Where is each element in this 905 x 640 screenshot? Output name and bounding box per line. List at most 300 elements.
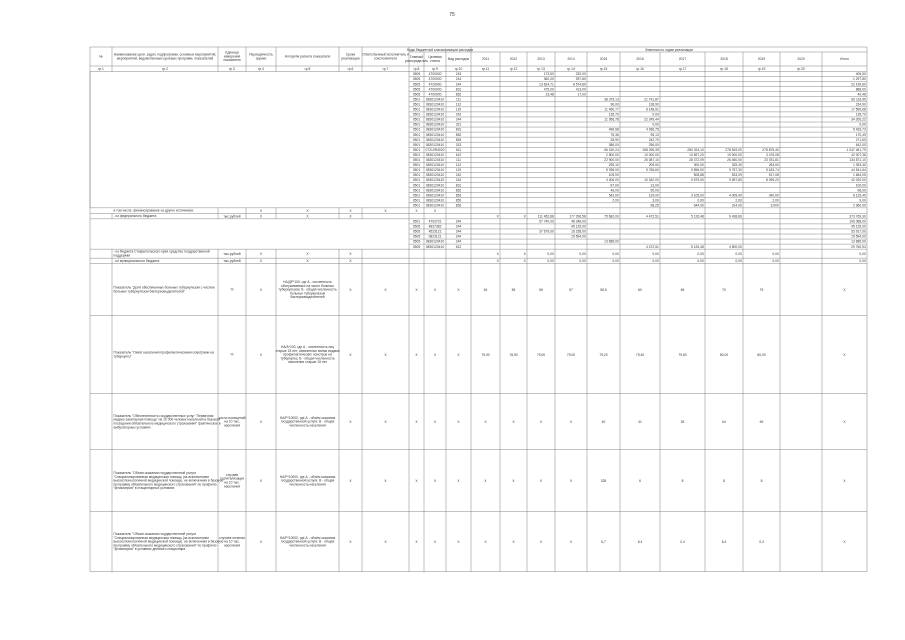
budget-vr: 244 [455,117,462,122]
indicator-value: 41 [638,419,642,424]
indicator-value: 6 [639,478,641,483]
year-value: 23 781,81 [764,158,779,163]
year-value: 2 800,00 [605,152,619,157]
year-value: 10 000,00 [644,152,659,157]
subtotal-mark: X [384,208,387,213]
budget-cs: 4700000 [428,87,442,92]
source-value: X [523,251,526,256]
year-value: 45 125,00 [571,224,586,229]
budget-gr: 0501 [412,219,421,224]
fed-value: 4 472,51 [645,214,659,219]
year-value: 3,00 [652,198,659,203]
budget-cs: 0830120410 [425,102,445,107]
header-col-terms: реализации [341,56,360,61]
year-value: 542,00 [608,193,619,198]
year-value: 4 009,40 [728,193,742,198]
source-value: X [523,259,526,264]
year-value: 508,88 [693,173,704,178]
budget-vr: 244 [455,82,462,87]
indicator-value: 75 [759,287,764,292]
header-year: 2014 [567,57,575,62]
source-value: 0,00 [697,251,704,256]
budget-gr: 0501 [412,122,421,127]
year-value: 533,09 [731,173,742,178]
row-total: 2 960,00 [852,203,866,208]
header-year: 2011 [481,57,490,62]
budget-cs: 0830120410 [425,122,445,127]
budget-gr: 0505 [412,72,421,77]
indicator-unit: на 10 тыс. [224,419,240,424]
header-budget-col: Целевая [428,55,442,60]
indicator-vr: X [457,352,460,357]
indicator-value: 79,00 [536,352,546,357]
budget-cs: 0823121 [428,234,442,239]
indicator-gr: X [415,539,418,544]
budget-gr: 0501 [412,203,421,208]
year-value: 105,00 [608,173,619,178]
year-value: 9 579,00 [690,178,704,183]
source-method: X [306,251,309,256]
year-value: 314,00 [731,203,742,208]
indicator-value: X [512,419,515,424]
fed-terms: X [349,214,352,219]
year-value: 496,98 [608,127,619,132]
year-value: 242,70 [648,137,659,142]
budget-vr: 853 [455,193,462,198]
fed-value: 6 438,80 [728,214,742,219]
header-year: 2015 [599,57,608,62]
indicator-name: "фтизиатрия" в условиях дневного стационара [113,547,186,552]
budget-vr: 852 [455,132,462,137]
indicator-value: 79,20 [599,352,608,357]
budget-gr: 0501 [412,127,421,132]
budget-cs: 0830120410 [425,203,445,208]
year-value: 13,00 [650,183,659,188]
indicator-unit: населения [223,543,241,548]
budget-gr: 0501 [412,142,421,147]
year-value: 2,00 [772,198,779,203]
year-value: 13 624,71 [539,82,554,87]
budget-cs: 4700000 [428,72,442,77]
row-total: 42 020,00 [851,178,866,183]
year-value: 278 875,40 [762,147,779,152]
indicator-value: 5,7 [601,539,606,544]
indicator-unit: на 10 тыс. [224,539,240,544]
fed-value: 177 296,58 [569,214,586,219]
year-value: 56 150,24 [604,147,619,152]
indicator-value: X [484,539,487,544]
indicator-value: 56 [539,287,543,292]
subtotal-label: в том числе, финансирование из других источников: [113,208,194,213]
budget-cs: 4700000 [428,92,442,97]
header-col-method: Алгоритм расчета показателя [284,54,331,59]
budget-cs: 0830120410 [425,193,445,198]
indicator-value: X [539,539,543,544]
budget-vr: 112 [455,163,462,168]
year-value: 135,70 [608,112,619,117]
year-value: 4 936,75 [645,127,659,132]
indicator-period: X [259,352,263,357]
budget-cs: 0830120410 [425,173,445,178]
row-total: 234,90 [855,102,866,107]
page-number: 75 [449,12,455,18]
row-total: 9,00 [859,198,866,203]
indicator-method: НА/Р*10000, где А - объём оказания [279,474,336,479]
budget-gr: 0505 [412,87,421,92]
year-value: 0,00 [697,198,704,203]
indicator-period: X [259,287,263,292]
indicator-name: туберкулез" [113,354,132,359]
budget-vr: 242 [455,173,462,178]
indicator-method: туберкулезом; В - общая численность [278,287,337,292]
budget-cs: 0830120410 [425,244,445,249]
indicator-total: X [843,539,846,544]
row-total: 134 871,10 [849,158,866,163]
source-total: 0,00 [859,251,866,256]
source-value: 0,00 [547,259,554,264]
indicator-name: Показатель "Доля обеспеченных больных туберкулезом с числом [113,285,215,290]
header-numbering: гр.11 [481,66,490,71]
budget-gr: 0501 [412,188,421,193]
header-year: 2013 [537,57,545,62]
indicator-terms: X [349,352,352,357]
budget-cs: 0830120410 [425,152,445,157]
budget-vr: 244 [455,77,462,82]
row-total: 60 116,99 [851,97,866,102]
row-total: 22 199,60 [851,82,866,87]
budget-vr: 831 [455,87,462,92]
row-total: 1 297,80 [852,77,866,82]
indicator-method: обслуживаемых на числе больных [280,283,335,288]
row-total: 170,49 [855,132,866,137]
indicator-value: 55 [511,287,516,292]
year-value: 5 126,48 [690,244,704,249]
budget-gr: 0501 [412,132,421,137]
header-numbering: гр.20 [797,66,805,71]
budget-vr: 852 [455,92,462,97]
row-total: 96,00 [857,188,866,193]
header-numbering: гр.6 [347,66,354,71]
fed-period: X [259,214,263,219]
year-value: 6 148,91 [645,107,659,112]
indicator-unit: % [230,352,234,357]
row-total: 42 007,36 [851,152,866,157]
subtotal-mark: X [433,208,437,213]
indicator-cs: X [433,287,437,292]
indicator-method: государственной услуги; В - общая [280,419,335,424]
budget-cs: 0830120410 [425,163,445,168]
indicator-value: 79,40 [635,352,645,357]
indicator-gr: X [415,287,418,292]
year-value: 11 956,78 [604,117,619,122]
row-total: 0,00 [859,122,866,127]
source-value: X [496,259,499,264]
indicator-name: Показатель "Обеспеченность государственных услуг "Первичная [113,413,214,418]
budget-gr: 0501 [412,147,421,152]
indicator-value: 78,90 [509,352,518,357]
source-label: поддержки [113,253,131,258]
indicator-vr: X [457,478,460,483]
source-label: - из муниципального бюджета [113,258,160,263]
year-value: 5 938,00 [605,168,619,173]
indicator-value: 8,4 [721,539,727,544]
budget-gr: 0501 [412,152,421,157]
year-value: 413,00 [575,87,586,92]
budget-gr: 0505 [412,229,421,234]
indicator-method: старше 15 лет, охваченных всеми видами [275,348,340,353]
indicator-period: X [259,478,263,483]
source-value: 0,00 [652,259,659,264]
year-value: 3,900 [770,203,779,208]
indicator-name: "Специализированная медицинская помощь (за исключением [113,535,209,540]
header-year: 2019 [757,57,766,62]
year-value: 4 472,51 [645,244,659,249]
budget-gr: 0501 [412,173,421,178]
year-value: 8 095,20 [765,178,779,183]
header-col-responsible: соисполнители [373,56,398,61]
indicator-method: численность населения [289,482,326,487]
year-value: 46,00 [610,188,619,193]
row-total: 34 206,22 [851,117,866,122]
source-value: 0,00 [547,251,554,256]
source-terms: X [349,259,352,264]
header-numbering: гр.9 [432,66,438,71]
year-value: 9 896,00 [690,168,704,173]
budget-gr: 0505 [412,224,421,229]
year-value: 22 249,44 [644,117,659,122]
year-value: 2,00 [735,198,742,203]
budget-cs: 0830120410 [425,142,445,147]
indicator-method: численность населения [289,543,326,548]
budget-cs: 4837382 [428,224,442,229]
source-value: 0,00 [772,251,779,256]
budget-vr: 852 [455,198,462,203]
indicator-resp: X [384,419,387,424]
year-value: 26 450,00 [727,158,742,163]
year-value: 264,00 [768,163,779,168]
row-total: 135,70 [855,112,866,117]
source-period: X [259,251,263,256]
indicator-period: X [259,539,263,544]
budget-vr: 321 [455,122,462,127]
year-value: 8 574,89 [572,82,586,87]
header-total: Итого [840,57,849,62]
fed-value: X [523,214,526,219]
header-year: 2017 [678,57,687,62]
header-group-budget: Коды бюджетной классификации расходов [407,47,473,52]
year-value: 10 000,00 [727,152,742,157]
indicator-method: населения старше 15 лет [287,360,328,365]
row-total: 1 664,05 [852,173,866,178]
indicator-method: численность населения [289,423,326,428]
header-year: 2012 [509,57,518,62]
header-numbering: гр.13 [537,66,545,71]
header-year: 2018 [720,57,728,62]
year-value: 386,00 [608,142,619,147]
year-value: 22 900,00 [604,158,619,163]
indicator-unit: населения [223,484,241,489]
budget-vr: 244 [455,178,462,183]
indicator-value: X [484,478,487,483]
row-total: 15 594,00 [851,234,866,239]
row-total: 8 125,40 [852,193,866,198]
row-total: 29 760,94 [851,244,866,249]
indicator-value: 0,4 [680,539,685,544]
indicator-method: больных туберкулезом [289,291,326,296]
budget-cs: 0830120410 [425,132,445,137]
indicator-method: государственной услуги; В - общая [280,478,335,483]
year-value: 13 697,20 [689,152,704,157]
indicator-gr: X [415,478,418,483]
budget-cs: 0830120410 [425,198,445,203]
year-value: 937,80 [575,77,586,82]
indicator-name: Показатель "Объем оказания государственной услуги [113,470,197,475]
indicator-unit: госпитализации [219,476,245,481]
indicator-value: 0,4 [759,539,764,544]
row-total: 1 047 461,79 [846,147,866,152]
header-numbering: гр.19 [757,66,766,71]
budget-gr: 0505 [412,234,421,239]
indicator-terms: X [349,539,352,544]
year-value: 15 594,00 [571,234,586,239]
year-value: 0,00 [652,122,659,127]
header-budget-col: Главный [409,55,424,60]
year-value: 25 087,10 [644,158,659,163]
indicator-value: 65 [680,287,685,292]
budget-cs: 0830120410 [425,127,445,132]
indicator-total: X [843,478,846,483]
year-value: 10 342,00 [644,178,659,183]
budget-vr: 831 [455,183,462,188]
indicator-value: 80,00 [757,352,766,357]
indicator-name: Показатель "Охват населения профилактическими осмотрами на [113,350,214,355]
header-col-no: № [99,54,103,59]
budget-vr: 119 [455,107,462,112]
indicator-vr: X [457,539,460,544]
fed-unit: тыс.рублей [223,214,241,219]
budget-gr: 0501 [412,198,421,203]
budget-vr: 111 [455,158,462,163]
budget-gr: 0505 [412,239,421,244]
indicator-value: 57 [569,287,573,292]
budget-vr: 112 [455,102,462,107]
header-numbering: гр.12 [509,66,518,71]
source-value: 0,00 [612,251,619,256]
header-numbering: гр.16 [636,66,644,71]
budget-vr: 853 [455,137,462,142]
year-value: 3 105,00 [690,193,704,198]
row-total: 642,00 [855,142,866,147]
row-total: 40,48 [857,92,866,97]
budget-gr: 0501 [412,97,421,102]
budget-cs: 0830120410 [425,168,445,173]
budget-vr: 611 [455,147,462,152]
fed-value: 75 682,00 [604,214,619,219]
indicator-unit: % [230,287,234,292]
year-value: 9 183,74 [765,168,779,173]
header-numbering: гр.15 [599,66,608,71]
year-value: 4 406,00 [605,178,619,183]
indicator-method: профилактических осмотров на [283,352,332,357]
budget-vr: 313 [455,142,462,147]
budget-gr: 0501 [412,183,421,188]
indicator-value: 40 [601,419,606,424]
source-period: X [259,259,263,264]
header-numbering: гр.3 [229,66,235,71]
indicator-value: X [569,419,573,424]
budget-cs: 4703701 [428,219,442,224]
budget-cs: 0830120410 [425,188,445,193]
budget-vr: 244 [455,229,462,234]
budget-vr: 242 [455,112,462,117]
indicator-name: программу обязательного медицинского страхования" по профилю [113,543,217,548]
year-value: 28,90 [610,137,619,142]
fed-label: - из федерального бюджета [113,214,157,219]
indicator-value: 70 [722,287,726,292]
year-value: 37 679,00 [539,229,554,234]
fed-total: 373 769,30 [849,214,866,219]
indicator-terms: X [349,287,352,292]
indicator-value: 79,60 [678,352,687,357]
indicator-method: государственной услуги; В - общая [280,539,335,544]
budget-cs: 4523121 [428,229,442,234]
indicator-unit: случаев лечения [219,535,245,540]
indicator-value: 8 [723,478,725,483]
indicator-resp: X [384,352,387,357]
budget-vr: 612 [455,152,462,157]
indicator-value: X [539,478,543,483]
subtotal-mark: X [306,208,309,213]
budget-gr: 0501 [412,137,421,142]
year-value: 158 296,39 [642,147,659,152]
header-numbering: гр.2 [162,66,168,71]
row-total: 271,60 [855,137,866,142]
year-value: 644,00 [693,203,704,208]
budget-cs: 0830120410 [425,239,445,244]
budget-cs: 0830120410 [425,137,445,142]
indicator-period: X [259,419,263,424]
indicator-cs: X [433,478,437,483]
year-value: 475,00 [543,87,554,92]
row-total: 1 393,40 [852,163,866,168]
header-col-terms: Сроки [345,52,356,57]
indicator-name: медико-санитарная помощь" на 10 000 человек населения в базовом [113,417,220,422]
header-col-periodicity: Периодичность [249,52,273,57]
year-value: 57 740,00 [539,219,554,224]
source-value: 0,00 [735,251,742,256]
year-value: 517,08 [768,173,779,178]
budget-gr: 0501 [412,163,421,168]
budget-cs: 0830120410 [425,107,445,112]
budget-cs: 4700000 [428,77,442,82]
indicator-vr: X [457,419,460,424]
row-total: 106 088,00 [849,219,866,224]
indicator-value: 80,00 [719,352,729,357]
year-value: 17,00 [577,92,586,97]
indicator-value: 54 [483,287,488,292]
header-numbering: гр.4 [258,66,264,71]
indicator-method: НА/ДР*100, где А - численность [283,279,332,284]
indicator-total: X [843,287,846,292]
row-total: 100,00 [855,183,866,188]
header-col-unit: Единица [225,50,239,55]
source-value: 0,00 [735,259,742,264]
budget-gr: 0501 [412,178,421,183]
budget-vr: 852 [455,188,462,193]
header-group-values: Значения по годам реализации [644,47,694,52]
indicator-name: посещении обязательного медицинского страхования" фактическое в [113,421,221,426]
fed-value: X [496,214,499,219]
